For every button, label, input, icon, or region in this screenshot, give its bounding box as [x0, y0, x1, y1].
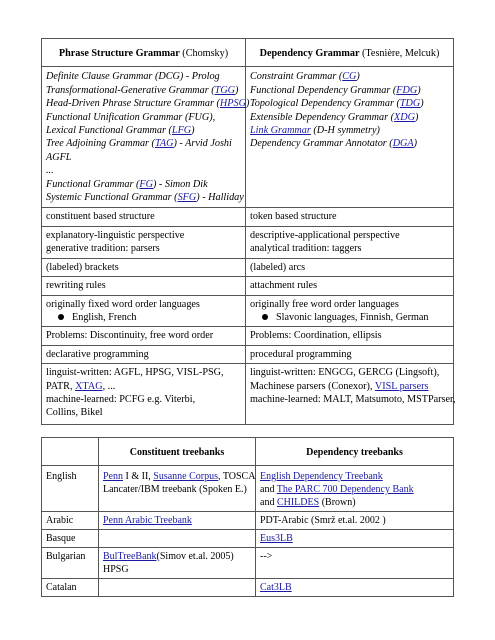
penn-arabic-treebank-link[interactable]: Penn Arabic Treebank: [103, 515, 192, 526]
psg-grammar-list: Definite Clause Grammar (DCG) - Prolog Transformational-Generative Grammar (TGG) Head-Driven Phrase Structure Grammar (HPSG) Functional Unification Grammar (FUG), Lexical Functional Grammar (LFG) Tree Adjoining Grammar (TAG) - Arvid Joshi AGFL ... Functional Grammar (FG) - Simon Dik Systemic Functional Grammar (SFG) - Halliday: [42, 67, 246, 208]
table-cell: procedural programming: [246, 345, 454, 363]
lfg-link[interactable]: LFG: [171, 125, 192, 137]
dg-grammar-list: Constraint Grammar (CG) Functional Dependency Grammar (FDG) Topological Dependency Grammar (TDG) Extensible Dependency Grammar (XDG) Link Grammar (D-H symmetry) Dependency Grammar Annotator (DGA): [246, 67, 454, 208]
table-cell: [99, 512, 256, 530]
table-row: [42, 579, 454, 597]
table-cell: originally fixed word order languages English, French: [42, 295, 246, 327]
psg-header: Phrase Structure Grammar (Chomsky): [42, 39, 246, 67]
table-cell: English Dependency Treebank and The PARC 700 Dependency Bank and CHILDES (Brown): [256, 466, 454, 512]
table-row: [42, 226, 454, 258]
language-cell: Bulgarian: [42, 548, 99, 579]
language-cell: Arabic: [42, 512, 99, 530]
table-cell: Problems: Coordination, ellipsis: [246, 327, 454, 345]
penn-link[interactable]: Penn: [103, 471, 123, 482]
table-cell: [99, 530, 256, 548]
parc-700-link[interactable]: The PARC 700 Dependency Bank: [276, 484, 414, 495]
table-header-row: [42, 39, 454, 67]
table-row: [42, 258, 454, 276]
table-header-row: [42, 438, 454, 466]
cat3lb-link[interactable]: Cat3LB: [260, 582, 292, 593]
table-cell: attachment rules: [246, 277, 454, 295]
table-cell: explanatory-linguistic perspective generative tradition: parsers: [42, 226, 246, 258]
visl-parsers-link[interactable]: VISL parsers: [374, 380, 429, 392]
list-item: English, French: [46, 311, 241, 324]
table-cell: rewriting rules: [42, 277, 246, 295]
table-cell: Problems: Discontinuity, free word order: [42, 327, 246, 345]
table-cell: descriptive-applicational perspective analytical tradition: taggers: [246, 226, 454, 258]
dg-header: Dependency Grammar (Tesnière, Melcuk): [246, 39, 454, 67]
list-item: Slavonic languages, Finnish, German: [250, 311, 449, 324]
table-cell: linguist-written: ENGCG, GERCG (Lingsoft), Machinese parsers (Conexor), VISL parsers machine-learned: MALT, Matsumoto, MSTParser,: [246, 364, 454, 425]
dependency-header: Dependency treebanks: [256, 438, 454, 466]
table-row: [42, 466, 454, 512]
bullet-icon: [58, 314, 64, 320]
table-cell: BulTreeBank(Simov et.al. 2005) HPSG: [99, 548, 256, 579]
language-header: [42, 438, 99, 466]
tag-link[interactable]: TAG: [154, 138, 174, 150]
table-cell: constituent based structure: [42, 208, 246, 226]
language-cell: English: [42, 466, 99, 512]
table-cell: (labeled) brackets: [42, 258, 246, 276]
table-cell: token based structure: [246, 208, 454, 226]
table-row: [42, 277, 454, 295]
xdg-link[interactable]: XDG: [394, 111, 415, 123]
cg-link[interactable]: CG: [342, 71, 357, 83]
table-row: [42, 364, 454, 425]
table-cell: declarative programming: [42, 345, 246, 363]
sfg-link[interactable]: SFG: [177, 192, 197, 204]
grammar-comparison-table: [41, 38, 454, 425]
table-cell: Penn I & II, Susanne Corpus, TOSCA Lancater/IBM treebank (Spoken E.): [99, 466, 256, 512]
table-row: [42, 548, 454, 579]
dga-link[interactable]: DGA: [392, 138, 414, 150]
xtag-link[interactable]: XTAG: [75, 380, 103, 392]
table-cell: PDT-Arabic (Smrž et.al. 2002 ): [256, 512, 454, 530]
childes-link[interactable]: CHILDES: [276, 497, 320, 508]
hpsg-link[interactable]: HPSG: [219, 98, 246, 110]
table-row: [42, 530, 454, 548]
susanne-corpus-link[interactable]: Susanne Corpus: [153, 471, 219, 482]
language-cell: Basque: [42, 530, 99, 548]
table-cell: [99, 579, 256, 597]
table-cell: originally free word order languages Slavonic languages, Finnish, German: [246, 295, 454, 327]
table-row: [42, 295, 454, 327]
table-cell: linguist-written: AGFL, HPSG, VISL-PSG, PATR, XTAG, ... machine-learned: PCFG e.g. Viterbi, Collins, Bikel: [42, 364, 246, 425]
tgg-link[interactable]: TGG: [214, 84, 236, 96]
constituent-header: Constituent treebanks: [99, 438, 256, 466]
fdg-link[interactable]: FDG: [396, 84, 418, 96]
bullet-icon: [262, 314, 268, 320]
bultreebank-link[interactable]: BulTreeBank: [103, 551, 157, 562]
table-row: [42, 345, 454, 363]
table-cell: -->: [256, 548, 454, 579]
table-cell: [256, 530, 454, 548]
table-row: [42, 512, 454, 530]
treebank-table: [41, 437, 454, 597]
table-row: [42, 208, 454, 226]
english-dependency-treebank-link[interactable]: English Dependency Treebank: [260, 471, 383, 482]
table-row: [42, 67, 454, 208]
language-cell: Catalan: [42, 579, 99, 597]
tdg-link[interactable]: TDG: [399, 98, 421, 110]
table-cell: (labeled) arcs: [246, 258, 454, 276]
link-grammar-link[interactable]: Link Grammar: [250, 125, 311, 137]
eus3lb-link[interactable]: Eus3LB: [260, 533, 293, 544]
table-row: [42, 327, 454, 345]
table-cell: [256, 579, 454, 597]
fg-link[interactable]: FG: [139, 178, 153, 190]
